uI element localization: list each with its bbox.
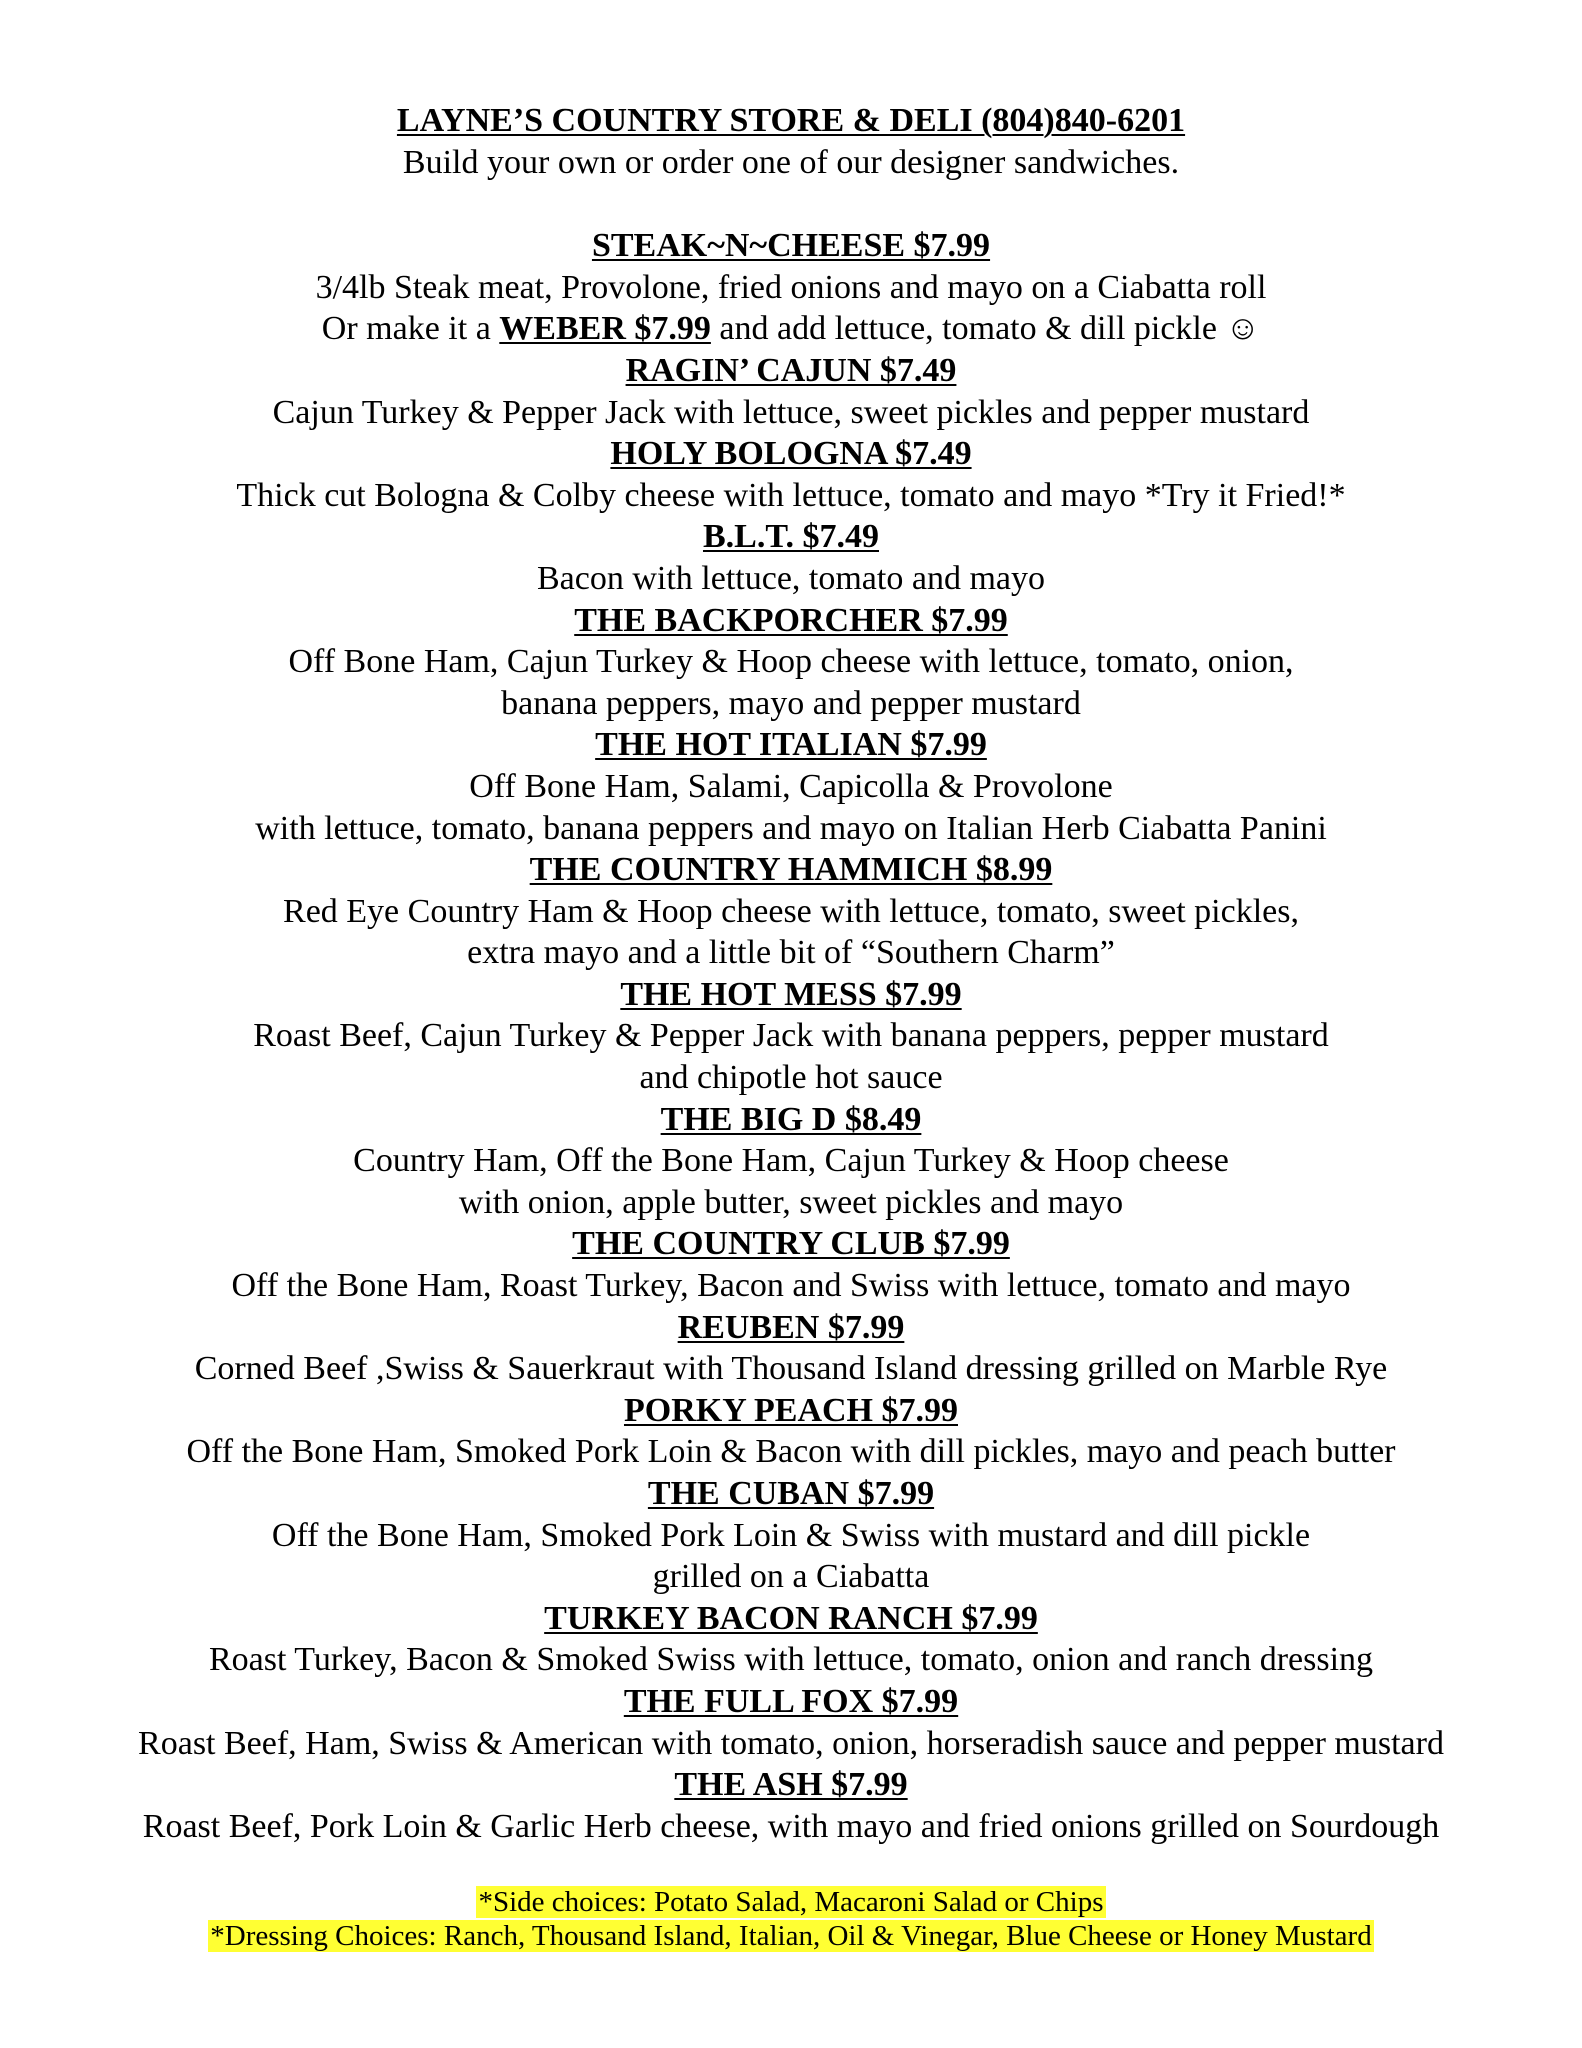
menu-item: [0, 849, 1582, 974]
menu-item-name: RAGIN’ CAJUN $7.49: [625, 351, 957, 389]
menu-item-description: and chipotle hot sauce: [639, 1059, 943, 1097]
store-title: LAYNE’S COUNTRY STORE & DELI (804)840-6201: [396, 102, 1186, 139]
menu-items-list: [0, 225, 1582, 1847]
menu-item-description: Thick cut Bologna & Colby cheese with lettuce, tomato and mayo *Try it Fried!*: [236, 476, 1346, 514]
variant-suffix: and add lettuce, tomato & dill pickle ☺: [710, 310, 1261, 348]
menu-item-description: extra mayo and a little bit of “Southern Charm”: [467, 934, 1115, 972]
menu-item-description: Off the Bone Ham, Smoked Pork Loin & Swiss with mustard and dill pickle: [271, 1516, 1311, 1554]
menu-item: [0, 1473, 1582, 1598]
menu-item-description: 3/4lb Steak meat, Provolone, fried onions and mayo on a Ciabatta roll: [315, 268, 1267, 306]
menu-item-description: with onion, apple butter, sweet pickles and mayo: [458, 1183, 1124, 1221]
menu-item-description: grilled on a Ciabatta: [652, 1558, 930, 1596]
menu-item: [0, 600, 1582, 725]
menu-item-description: Red Eye Country Ham & Hoop cheese with lettuce, tomato, sweet pickles,: [283, 892, 1299, 930]
menu-item-name: HOLY BOLOGNA $7.49: [610, 435, 972, 473]
menu-item-name: PORKY PEACH $7.99: [623, 1391, 958, 1429]
menu-item-name: THE HOT MESS $7.99: [620, 975, 962, 1013]
menu-item-description: with lettuce, tomato, banana peppers and mayo on Italian Herb Ciabatta Panini: [255, 809, 1327, 847]
menu-item-name: REUBEN $7.99: [677, 1308, 905, 1346]
variant-prefix: Or make it a: [321, 310, 500, 348]
menu-item: [0, 1307, 1582, 1390]
menu-item-description: Roast Beef, Pork Loin & Garlic Herb cheese, with mayo and fried onions grilled on Sourdough: [142, 1807, 1440, 1845]
menu-item: [0, 1598, 1582, 1681]
variant-name: WEBER $7.99: [499, 310, 711, 348]
menu-item-name: THE BIG D $8.49: [660, 1100, 922, 1138]
menu-item: [0, 1764, 1582, 1847]
menu-item-name: THE ASH $7.99: [674, 1766, 908, 1804]
menu-page: [0, 100, 1582, 1953]
menu-item-name: THE COUNTRY HAMMICH $8.99: [529, 851, 1053, 889]
menu-item: [0, 1681, 1582, 1764]
menu-item-description: Off Bone Ham, Cajun Turkey & Hoop cheese with lettuce, tomato, onion,: [288, 643, 1294, 681]
side-choices-note: *Side choices: Potato Salad, Macaroni Salad or Chips: [478, 1886, 1104, 1919]
menu-item-description: Roast Beef, Cajun Turkey & Pepper Jack with banana peppers, pepper mustard: [253, 1017, 1329, 1055]
menu-item: [0, 1099, 1582, 1224]
menu-item: [0, 225, 1582, 350]
menu-item: [0, 1390, 1582, 1473]
menu-item-name: STEAK~N~CHEESE $7.99: [591, 227, 991, 265]
menu-item-variant-line: [0, 308, 1582, 350]
menu-item-name: B.L.T. $7.49: [702, 518, 879, 556]
menu-item-name: THE COUNTRY CLUB $7.99: [572, 1225, 1010, 1263]
menu-item: [0, 350, 1582, 433]
menu-item-description: Off Bone Ham, Salami, Capicolla & Provolone: [469, 767, 1113, 805]
menu-item: [0, 433, 1582, 516]
menu-item-name: THE CUBAN $7.99: [647, 1475, 935, 1512]
menu-item-description: Roast Beef, Ham, Swiss & American with tomato, onion, horseradish sauce and pepper mustard: [138, 1724, 1444, 1762]
menu-item-description: Corned Beef ,Swiss & Sauerkraut with Thousand Island dressing grilled on Marble Rye: [194, 1350, 1388, 1388]
store-subtitle: Build your own or order one of our designer sandwiches.: [402, 143, 1180, 181]
menu-footer: [0, 1885, 1582, 1953]
menu-item-name: THE HOT ITALIAN $7.99: [595, 726, 987, 764]
menu-item-description: Off the Bone Ham, Roast Turkey, Bacon and Swiss with lettuce, tomato and mayo: [231, 1267, 1351, 1305]
menu-item-description: Bacon with lettuce, tomato and mayo: [537, 559, 1045, 597]
menu-item-description: Cajun Turkey & Pepper Jack with lettuce, sweet pickles and pepper mustard: [272, 393, 1310, 431]
menu-item: [0, 724, 1582, 849]
menu-item-description: Off the Bone Ham, Smoked Pork Loin & Bacon with dill pickles, mayo and peach butter: [186, 1433, 1396, 1471]
menu-item: [0, 516, 1582, 599]
menu-item-description: Country Ham, Off the Bone Ham, Cajun Turkey & Hoop cheese: [353, 1142, 1229, 1180]
menu-item-name: THE FULL FOX $7.99: [623, 1682, 959, 1720]
menu-item-description: banana peppers, mayo and pepper mustard: [501, 684, 1081, 722]
menu-item: [0, 1223, 1582, 1306]
menu-item-description: Roast Turkey, Bacon & Smoked Swiss with lettuce, tomato, onion and ranch dressing: [208, 1641, 1374, 1679]
menu-item-name: THE BACKPORCHER $7.99: [574, 601, 1008, 639]
menu-item-name: TURKEY BACON RANCH $7.99: [544, 1599, 1038, 1637]
menu-item: [0, 974, 1582, 1099]
dressing-choices-note: *Dressing Choices: Ranch, Thousand Island, Italian, Oil & Vinegar, Blue Cheese or Honey Mustard: [210, 1920, 1372, 1953]
